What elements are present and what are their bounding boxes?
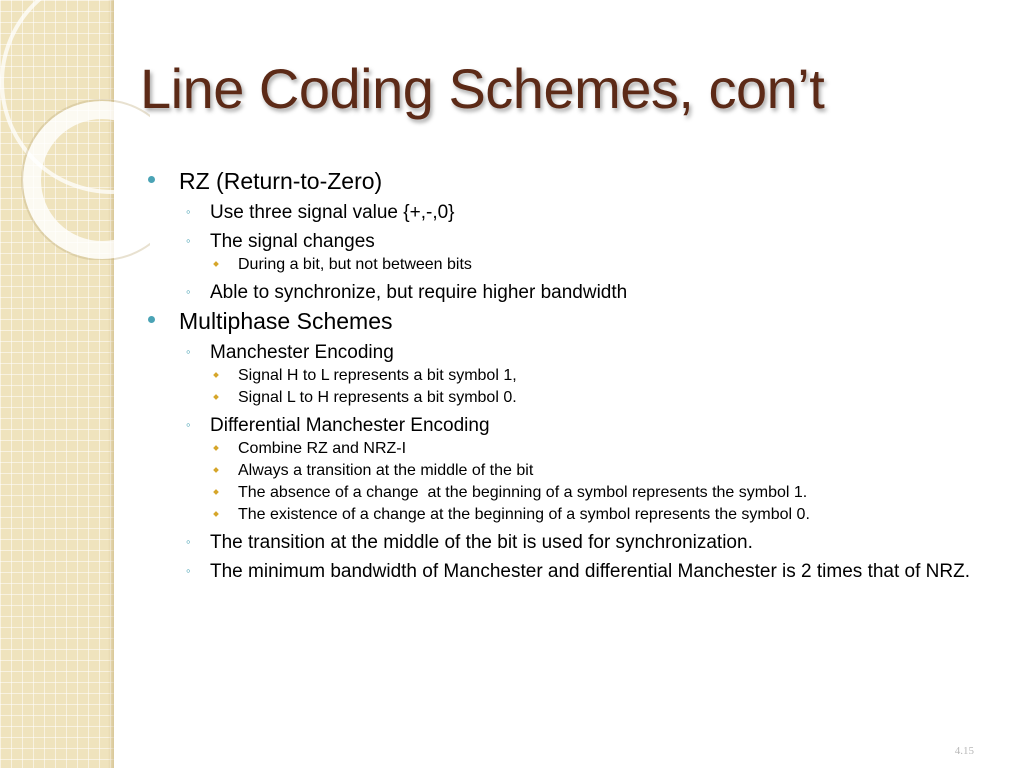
bullet-level-2	[148, 202, 998, 224]
bullet-list	[148, 164, 998, 583]
bullet-ring-icon: ◦	[186, 204, 191, 219]
bullet-text: During a bit, but not between bits	[238, 256, 472, 273]
bullet-level-3	[148, 461, 998, 481]
bullet-level-2	[148, 282, 998, 304]
bullet-dot-icon	[148, 316, 155, 323]
bullet-text: Combine RZ and NRZ-I	[238, 440, 407, 457]
bullet-diamond-icon	[213, 394, 219, 400]
bullet-level-3	[148, 366, 998, 386]
bullet-level-2	[148, 231, 998, 253]
decorative-ring-lower	[32, 110, 150, 250]
bullet-level-1	[148, 167, 998, 195]
bullet-text: RZ (Return-to-Zero)	[179, 168, 383, 194]
bullet-diamond-icon	[213, 511, 219, 517]
bullet-level-2	[148, 561, 998, 583]
bullet-ring-icon: ◦	[186, 233, 191, 248]
bullet-diamond-icon	[213, 261, 219, 267]
bullet-level-3	[148, 255, 998, 275]
bullet-text: Able to synchronize, but require higher bandwidth	[210, 282, 628, 303]
bullet-diamond-icon	[213, 445, 219, 451]
bullet-ring-icon: ◦	[186, 284, 191, 299]
bullet-level-3	[148, 439, 998, 459]
bullet-text: The transition at the middle of the bit is used for synchronization.	[210, 532, 753, 553]
bullet-text: Multiphase Schemes	[179, 308, 393, 334]
bullet-ring-icon: ◦	[186, 344, 191, 359]
bullet-dot-icon	[148, 176, 155, 183]
bullet-text: Always a transition at the middle of the bit	[238, 462, 534, 479]
bullet-text: The existence of a change at the beginning of a symbol represents the symbol 0.	[238, 506, 810, 523]
bullet-diamond-icon	[213, 467, 219, 473]
bullet-ring-icon: ◦	[186, 534, 191, 549]
bullet-diamond-icon	[213, 372, 219, 378]
page-number: 4.15	[954, 745, 974, 757]
bullet-text: Differential Manchester Encoding	[210, 415, 490, 436]
bullet-text: Signal L to H represents a bit symbol 0.	[238, 389, 517, 406]
bullet-text: Signal H to L represents a bit symbol 1,	[238, 367, 517, 384]
bullet-level-3	[148, 505, 998, 525]
bullet-diamond-icon	[213, 489, 219, 495]
bullet-ring-icon: ◦	[186, 417, 191, 432]
bullet-text: The minimum bandwidth of Manchester and differential Manchester is 2 times that of NRZ.	[210, 561, 970, 582]
bullet-ring-icon: ◦	[186, 563, 191, 578]
slide-title: Line Coding Schemes, con’t	[140, 57, 825, 120]
bullet-level-1	[148, 307, 998, 335]
bullet-text: Use three signal value {+,-,0}	[210, 202, 455, 223]
bullet-text: The signal changes	[210, 231, 375, 252]
bullet-text: Manchester Encoding	[210, 342, 394, 363]
decorative-rings	[0, 0, 150, 260]
bullet-level-2	[148, 532, 998, 554]
bullet-text: The absence of a change at the beginning of a symbol represents the symbol 1.	[238, 484, 808, 501]
bullet-level-2	[148, 415, 998, 437]
bullet-level-3	[148, 483, 998, 503]
bullet-level-2	[148, 342, 998, 364]
bullet-level-3	[148, 388, 998, 408]
